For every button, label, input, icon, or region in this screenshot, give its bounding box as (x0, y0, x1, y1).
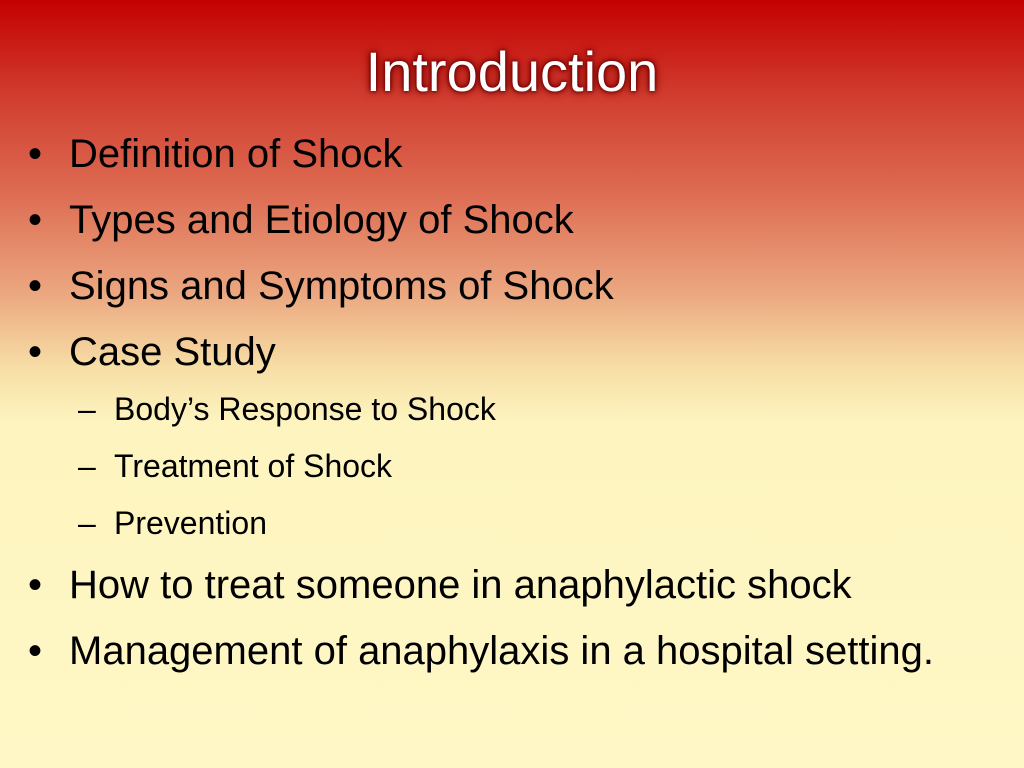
bullet-list (28, 128, 998, 691)
bullet-mark: • (28, 198, 43, 242)
bullet-text: Signs and Symptoms of Shock (69, 264, 614, 308)
bullet-text: Management of anaphylaxis in a hospital setting. (69, 629, 934, 673)
bullet-mark: • (28, 132, 43, 176)
bullet-text: Definition of Shock (69, 132, 403, 176)
sub-mark: – (78, 448, 96, 484)
sub-mark: – (78, 505, 96, 541)
bullet-item (28, 128, 998, 180)
subitem-text: Treatment of Shock (114, 448, 393, 484)
bullet-text: How to treat someone in anaphylactic shock (69, 563, 852, 607)
bullet-text: Case Study (69, 330, 276, 374)
bullet-mark: • (28, 629, 43, 673)
bullet-mark: • (28, 264, 43, 308)
bullet-item (28, 326, 998, 378)
subitem-text: Prevention (114, 505, 267, 541)
bullet-item (28, 559, 998, 611)
bullet-item (28, 194, 998, 246)
subitem (28, 502, 998, 544)
subitem (28, 445, 998, 487)
bullet-mark: • (28, 330, 43, 374)
sub-mark: – (78, 391, 96, 427)
bullet-item (28, 260, 998, 312)
bullet-text: Types and Etiology of Shock (69, 198, 574, 242)
slide-title: Introduction (365, 40, 659, 103)
bullet-item (28, 625, 998, 677)
case-study-subitems (28, 388, 998, 544)
subitem-text: Body’s Response to Shock (114, 391, 496, 427)
bullet-mark: • (28, 563, 43, 607)
subitem (28, 388, 998, 430)
